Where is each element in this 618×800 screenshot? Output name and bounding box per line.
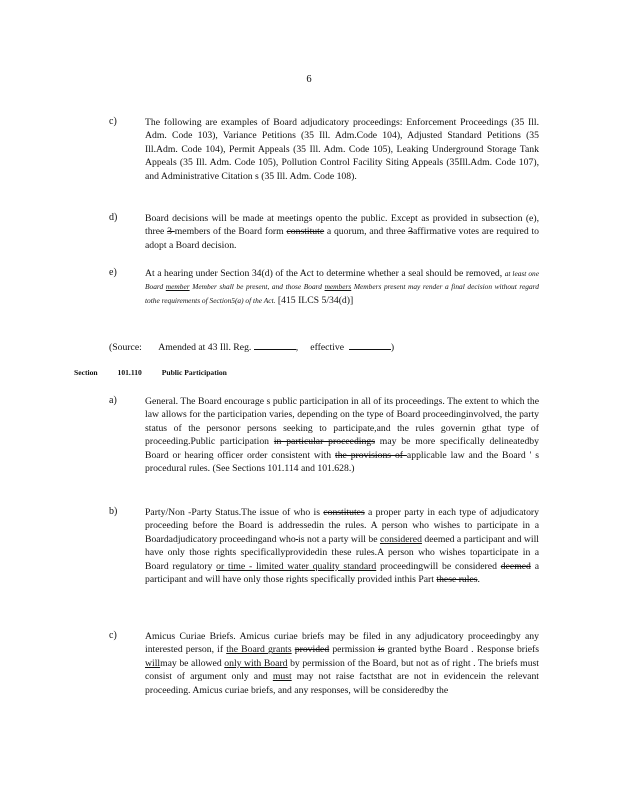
text-run: permission xyxy=(329,644,378,656)
text-run: proceedingwill be considered xyxy=(376,560,501,572)
item-label: b) xyxy=(109,506,118,517)
struck-text: constitute xyxy=(286,226,325,238)
text-run: may be more specifically delineatedby Board or hearing officer order consistent with xyxy=(145,436,539,461)
text-run: . xyxy=(477,574,480,586)
struck-text: 3 xyxy=(167,226,175,238)
text-run: applicable law and the Board ' s procedural rules. (See Sections 101.114 and 101.628.) xyxy=(145,449,539,475)
item-text xyxy=(145,395,539,475)
underlined-text: only with Board xyxy=(224,657,288,669)
item-label: c) xyxy=(109,116,117,127)
struck-text: these rules xyxy=(436,574,478,586)
text-run: Board decisions will be made at meetings opento the public. Except as provided in subsection (e), three xyxy=(145,213,539,238)
underlined-text: will xyxy=(145,657,161,669)
underlined-text: the Board grants xyxy=(226,644,292,656)
struck-text: in particular proceedings xyxy=(273,436,375,448)
source-note: (Source: Amended at 43 Ill. Reg. , effective ) xyxy=(109,342,395,353)
struck-text: deemed xyxy=(500,560,531,572)
item-text xyxy=(145,212,539,252)
text-run: is not a party will be xyxy=(298,533,380,545)
struck-text: constitutes xyxy=(323,507,365,518)
text-run: Amicus Curiae Briefs. Amicus curiae briefs may be filed in any adjudicatory proceedingby any interested person, if xyxy=(145,631,539,656)
item-label: e) xyxy=(109,267,117,278)
item-label: c) xyxy=(109,630,117,641)
effective-label: effective xyxy=(310,342,344,353)
text-run: affirmative votes are required to adopt a Board decision. xyxy=(145,226,539,251)
text-run: members of the Board form xyxy=(174,226,287,238)
underlined-text: or time - limited water quality standard xyxy=(216,560,377,572)
text-run: by permission of the Board, but not as of right . The briefs must consist of argument only and xyxy=(145,657,539,683)
source-label: (Source: xyxy=(109,342,142,353)
text-run: At a hearing under Section 34(d) of the Act to determine whether a seal should be removed, xyxy=(145,268,505,279)
text-run: a participant and will have only those rights specifically provided inthis Part xyxy=(145,560,539,586)
section-number: 101.110 xyxy=(117,368,142,377)
text-run: Party/Non -Party Status.The issue of who is xyxy=(145,507,324,518)
inserted-text: Member xyxy=(192,282,217,292)
text-run: may not raise factsthat are not in evidencein the relevant proceeding. Amicus curiae briefs, and any responses, will be consideredby the xyxy=(145,671,539,696)
text-run: a quorum, and three xyxy=(324,226,409,238)
underlined-text: member xyxy=(165,282,190,292)
underlined-text: members xyxy=(324,282,352,292)
struck-text: the provisions of xyxy=(335,449,407,461)
struck-text: 3 xyxy=(408,226,413,238)
inserted-text: present may render a final decision without regard tothe requirements of Section5(a) of the Act. xyxy=(145,282,539,305)
text-run: granted bythe Board . Response briefs xyxy=(384,644,540,656)
item-text xyxy=(145,630,539,697)
source-suffix: ) xyxy=(390,342,395,353)
section-heading xyxy=(74,368,245,377)
underlined-text: considered xyxy=(379,533,422,545)
inserted-text: Members xyxy=(353,282,382,292)
blank-line xyxy=(349,340,391,350)
section-title: Public Participation xyxy=(161,368,227,377)
text-run: a proper party in each type of adjudicatory proceeding before the Board is addressedin the rules. A person who wishes to participate in a Boardadjudicatory proceedingand who xyxy=(145,507,539,545)
item-text xyxy=(145,506,539,586)
text-run: General. The Board encourage s public participation in all of its proceedings. The extent to which the law allows for the participation varies, depending on the type of Board proceedinginvolved, the party status of the personor persons seeking to participate,and the rules governin gthat type of proceeding.Public participation xyxy=(145,396,539,448)
item-text xyxy=(145,267,539,307)
underlined-text: must xyxy=(272,671,292,683)
text-run: may be allowed xyxy=(160,657,225,669)
blank-line xyxy=(254,340,296,350)
item-label: d) xyxy=(109,212,118,223)
page-number: 6 xyxy=(306,74,312,85)
item-text: The following are examples of Board adjudicatory proceedings: Enforcement Proceedings (35 Ill. Adm. Code 103), Variance Petitions (35 Ill. Adm.Code 104), Adjusted Standard Petitions (35 Ill.Adm. Code 104), Permit Appeals (35 Ill. Adm. Code 105), Leaking Underground Storage Tank Appeals (35 Ill. Adm. Code 105), Pollution Control Facility Siting Appeals (35Ill.Adm. Code 107), and Administrative Citation s (35 Ill. Adm. Code 108). xyxy=(145,117,539,182)
struck-text: provided xyxy=(294,644,330,656)
section-label: Section xyxy=(74,368,98,377)
citation: [415 ILCS 5/34(d)] xyxy=(275,294,354,306)
inserted-text: shall be present, and those Board xyxy=(216,282,325,292)
item-label: a) xyxy=(109,395,117,406)
inserted-text: at least one Board xyxy=(145,269,539,292)
text-run: deemed a participant and will have only those rights specificallyprovidedin these rules.A person who wishes toparticipate in a Board regulatory xyxy=(145,533,539,572)
source-text: Amended at 43 Ill. Reg. xyxy=(158,342,252,353)
struck-text: is xyxy=(377,644,385,656)
